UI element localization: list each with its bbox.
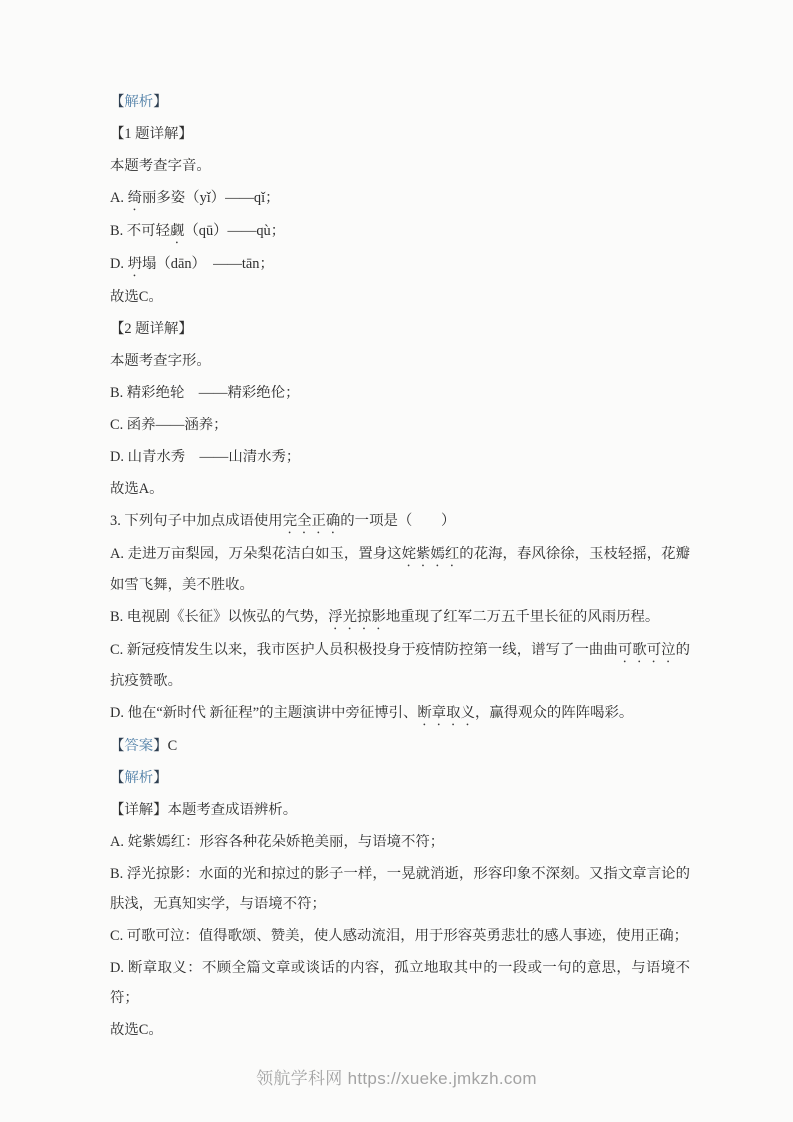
analysis-label-q1 — [110, 87, 690, 117]
q3-idiom-c — [110, 921, 690, 951]
q1-option-b — [110, 216, 690, 247]
text-run: A. 姹紫嫣红：形容各种花朵娇艳美丽，与语境不符； — [110, 834, 445, 850]
q3-option-b — [110, 602, 690, 633]
text-run: A. — [110, 190, 128, 206]
text-run: 【2 题详解】 — [110, 321, 193, 337]
label-bracket-run: 【 — [110, 770, 125, 786]
q1-detail-heading — [110, 119, 690, 149]
q3-idiom-b — [110, 859, 690, 919]
emphasized-idiom-run: 姹紫嫣红 — [401, 546, 460, 562]
q2-option-d — [110, 442, 690, 472]
text-run: ，赢得观众的阵阵喝彩。 — [474, 705, 634, 721]
emphasized-idiom-run: 浮光掠影 — [328, 609, 386, 625]
text-run: D. 断章取义：不顾全篇文章或谈话的内容，孤立地取其中的一段或一句的意思，与语境不符； — [110, 960, 690, 1006]
text-run: B. 不可轻 — [110, 223, 170, 239]
emphasized-idiom-run: 坍 — [127, 256, 142, 272]
q1-option-d — [110, 249, 690, 280]
site-watermark — [0, 1066, 793, 1092]
emphasized-idiom-run: 觑 — [169, 223, 185, 239]
text-run: 【详解】本题考查成语辨析。 — [110, 802, 298, 818]
q3-idiom-a — [110, 827, 690, 857]
q1-conclusion — [110, 282, 690, 312]
text-run: （qū）——qù； — [184, 223, 286, 239]
label-text-run: 解析 — [124, 770, 154, 786]
q3-detail-intro — [110, 795, 690, 825]
text-run: 的花海，春风徐徐，玉枝轻摇，花瓣如雪飞舞，美不胜收。 — [110, 546, 690, 593]
q1-option-a — [110, 183, 690, 214]
emphasized-idiom-run: 断章取义 — [417, 705, 475, 721]
document-body — [110, 87, 690, 1047]
text-run: B. 精彩绝轮 ——精彩绝伦； — [110, 385, 300, 401]
q3-option-c — [110, 635, 690, 696]
label-bracket-run: 】 — [153, 94, 168, 110]
text-run: B. 电视剧《长征》以恢弘的气势， — [110, 609, 329, 625]
q2-option-b — [110, 378, 690, 408]
q3-conclusion — [110, 1015, 690, 1045]
text-run: C. 可歌可泣：值得歌颂、赞美，使人感动流泪，用于形容英勇悲壮的感人事迹，使用正确； — [110, 928, 689, 944]
watermark-text: 领航学科网 https://xueke.jmkzh.com — [256, 1069, 537, 1088]
q2-option-c — [110, 410, 690, 440]
q3-option-d — [110, 698, 690, 729]
q3-answer-line — [110, 731, 690, 761]
text-run: C — [167, 738, 178, 754]
text-run: 的抗疫赞歌。 — [110, 642, 690, 689]
text-run: A. 走进万亩梨园，万朵梨花洁白如玉，置身这 — [110, 546, 402, 562]
text-run: D. — [110, 256, 128, 272]
text-run: 塌（dān） ——tān； — [142, 256, 274, 272]
text-run: 故选C。 — [110, 289, 163, 305]
text-run: D. 山青水秀 ——山清水秀； — [110, 449, 301, 465]
q2-detail-heading — [110, 314, 690, 344]
q3-stem — [110, 506, 690, 537]
text-run: 地重现了红军二万五千里长征的风雨历程。 — [385, 609, 660, 625]
text-run: 丽多姿（yǐ）——qǐ； — [142, 190, 280, 206]
emphasized-idiom-run: 可歌可泣 — [617, 642, 676, 658]
text-run: 【1 题详解】 — [110, 126, 193, 142]
text-run: 3. 下列句子中加点成语使用 — [110, 513, 283, 529]
text-run: B. 浮光掠影：水面的光和掠过的影子一样，一晃就消逝，形容印象不深刻。又指文章言论的肤浅，无真知实学，与语境不符； — [110, 866, 690, 912]
label-text-run: 解析 — [124, 94, 154, 110]
label-bracket-run: 】 — [153, 738, 168, 754]
label-bracket-run: 【 — [110, 738, 125, 754]
text-run: C. 新冠疫情发生以来，我市医护人员积极投身于疫情防控第一线，谱写了一曲曲 — [110, 642, 618, 658]
text-run: 本题考查字形。 — [110, 353, 211, 369]
text-run: 故选C。 — [110, 1022, 163, 1038]
q2-conclusion — [110, 474, 690, 504]
q1-topic — [110, 151, 690, 181]
label-text-run: 答案 — [124, 738, 154, 754]
text-run: 故选A。 — [110, 481, 164, 497]
analysis-label-q3 — [110, 763, 690, 793]
text-run: D. 他在“新时代 新征程”的主题演讲中旁征博引、 — [110, 705, 418, 721]
text-run: 的一项是（ ） — [340, 513, 456, 529]
emphasized-idiom-run: 绮 — [127, 190, 142, 206]
emphasized-idiom-run: 完全正确 — [282, 513, 341, 529]
q3-idiom-d — [110, 953, 690, 1013]
q2-topic — [110, 346, 690, 376]
label-bracket-run: 【 — [110, 94, 125, 110]
q3-option-a — [110, 539, 690, 600]
text-run: 本题考查字音。 — [110, 158, 211, 174]
label-bracket-run: 】 — [153, 770, 168, 786]
text-run: C. 函养——涵养； — [110, 417, 228, 433]
